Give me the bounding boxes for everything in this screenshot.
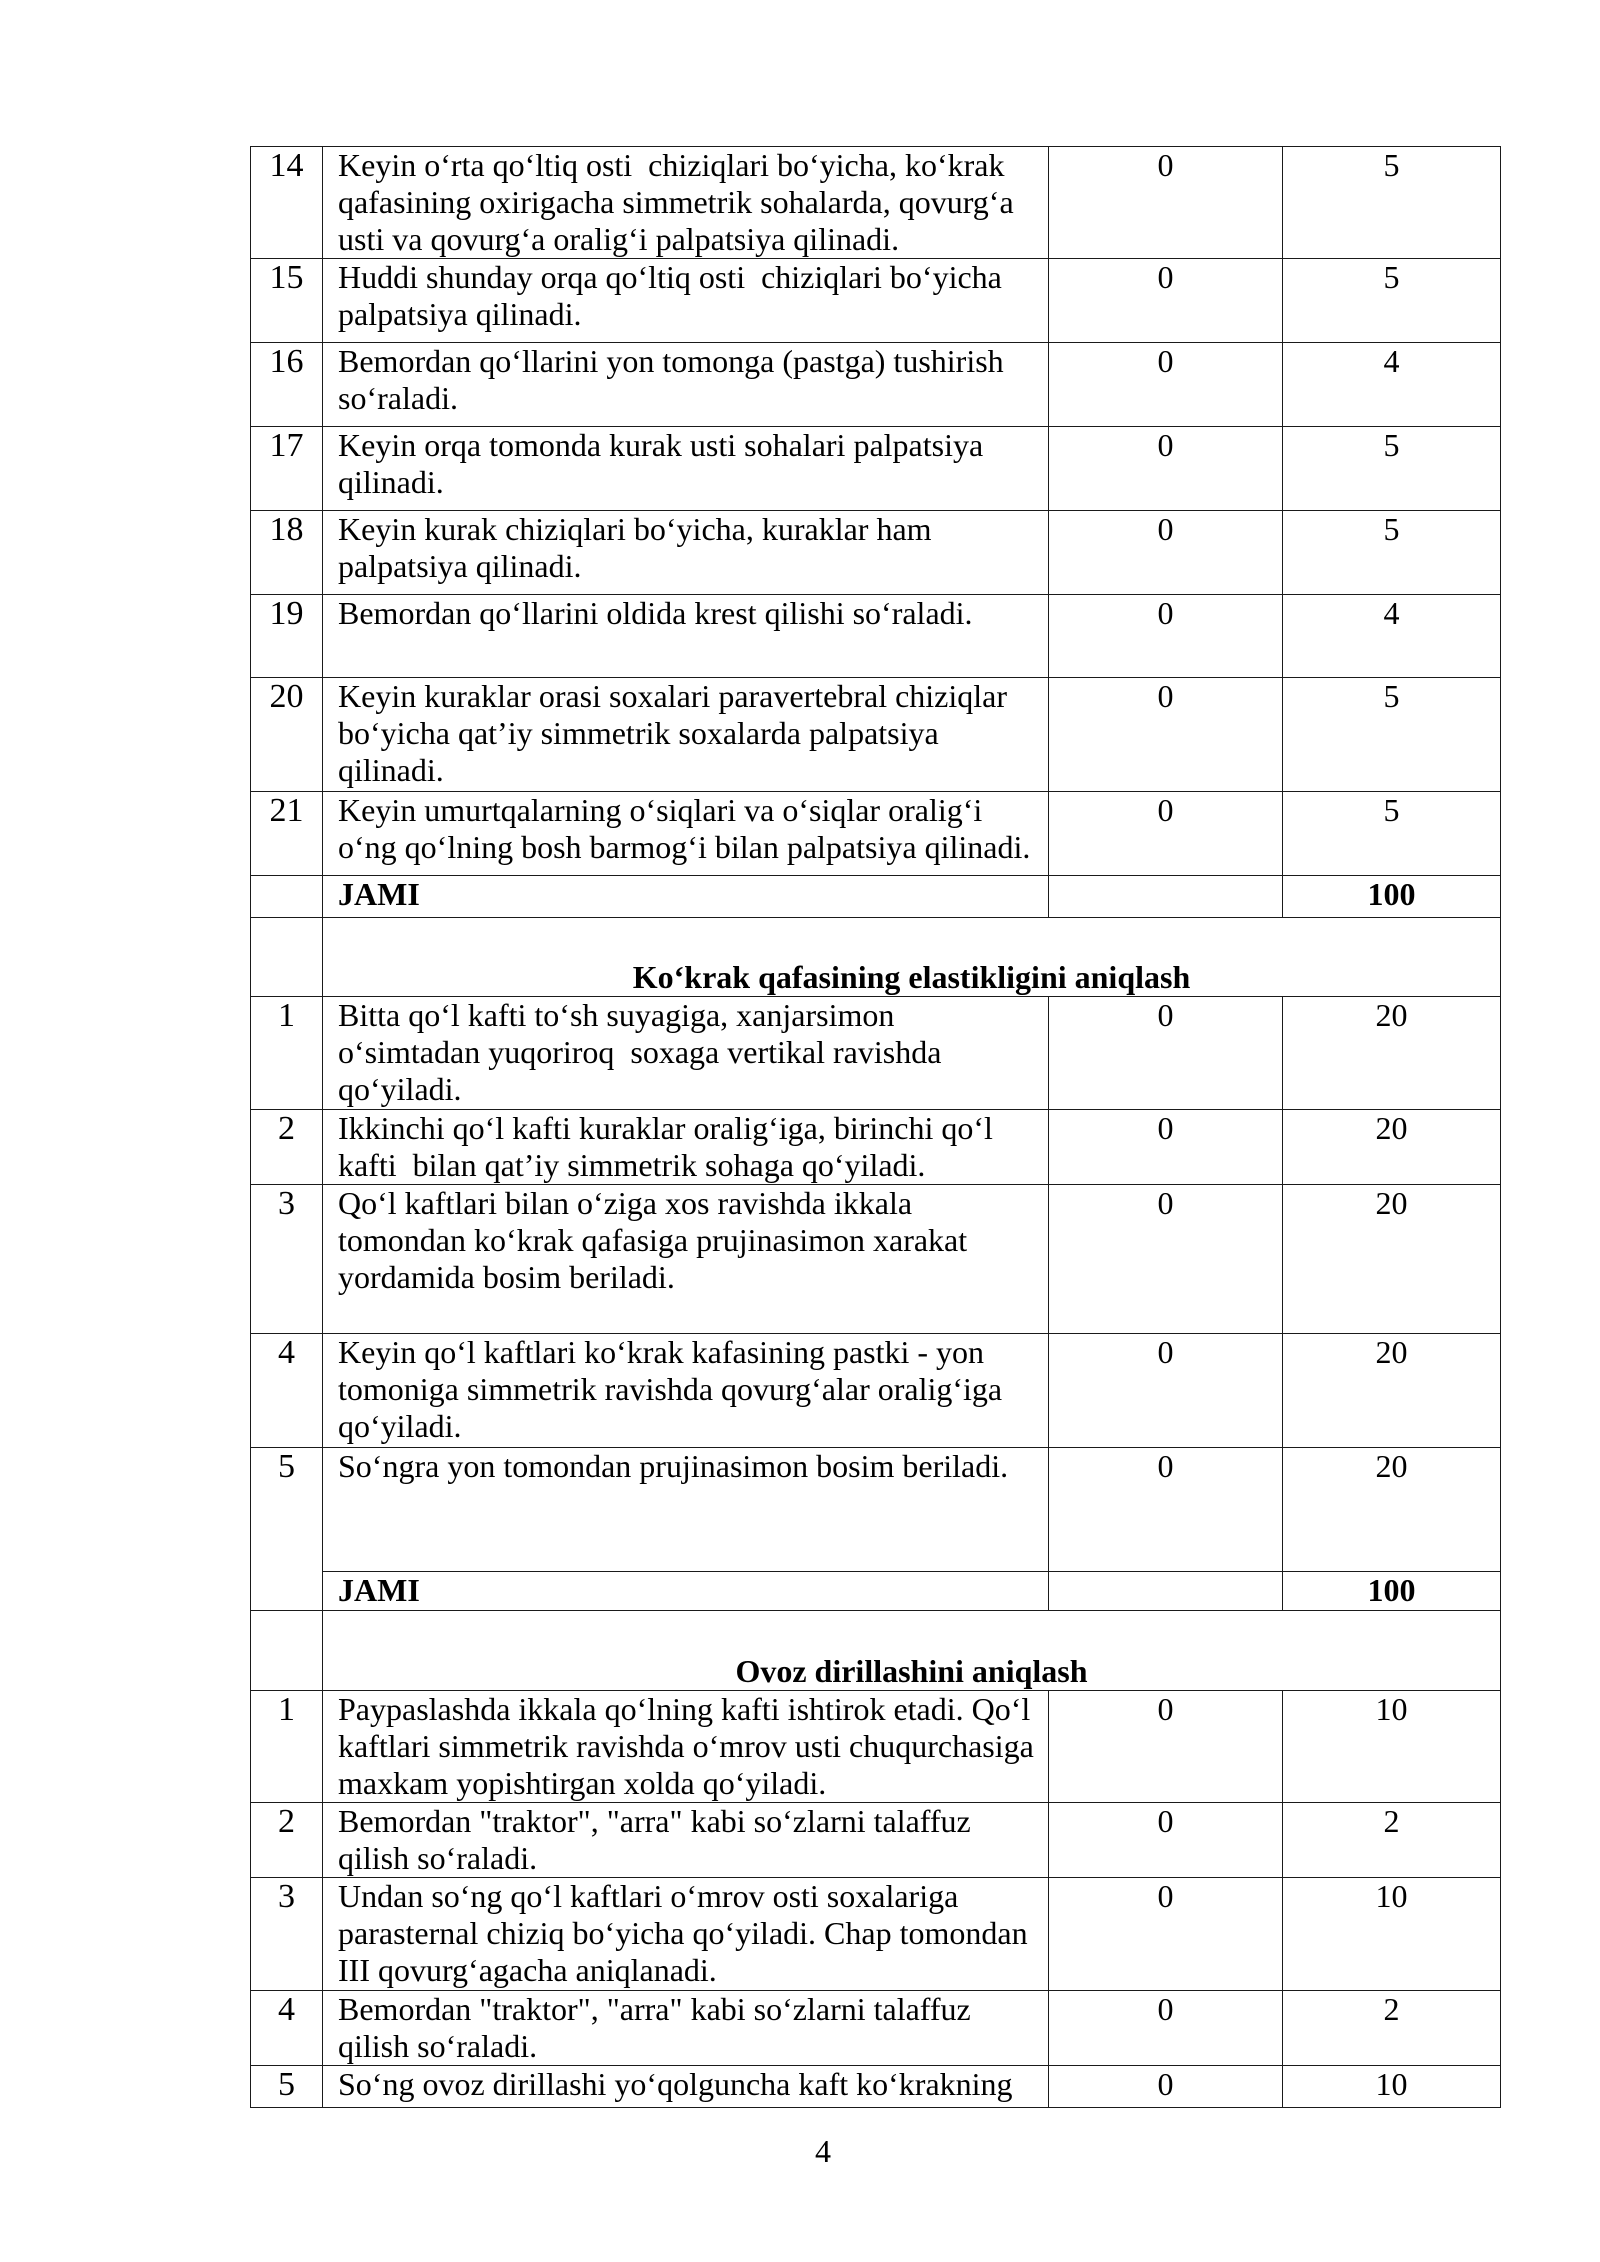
row-number: 2 <box>251 1803 323 1878</box>
step-description: Huddi shunday orqa qo‘ltiq osti chiziqlari bo‘yicha palpatsiya qilinadi. <box>323 259 1049 343</box>
total-value: 100 <box>1283 1572 1501 1611</box>
step-description: Keyin orqa tomonda kurak usti sohalari palpatsiya qilinadi. <box>323 427 1049 511</box>
score-max: 4 <box>1283 343 1501 427</box>
row-number: 4 <box>251 1991 323 2066</box>
score-min: 0 <box>1049 1691 1283 1803</box>
step-description: Keyin kurak chiziqlari bo‘yicha, kuraklar ham palpatsiya qilinadi. <box>323 511 1049 595</box>
score-min: 0 <box>1049 147 1283 259</box>
score-min: 0 <box>1049 678 1283 792</box>
score-max: 5 <box>1283 678 1501 792</box>
total-label: JAMI <box>323 1572 1049 1611</box>
table-row <box>251 1878 1501 1991</box>
table-row <box>251 1448 1501 1572</box>
score-max: 10 <box>1283 2066 1501 2108</box>
table-row <box>251 997 1501 1110</box>
score-min: 0 <box>1049 997 1283 1110</box>
score-max: 10 <box>1283 1878 1501 1991</box>
step-description: Keyin kuraklar orasi soxalari paravertebral chiziqlar bo‘yicha qat’iy simmetrik soxalarda palpatsiya qilinadi. <box>323 678 1049 792</box>
section-title: Ko‘krak qafasining elastikligini aniqlash <box>323 918 1501 997</box>
table-row <box>251 259 1501 343</box>
score-min: 0 <box>1049 792 1283 876</box>
score-max: 4 <box>1283 595 1501 678</box>
score-max: 2 <box>1283 1991 1501 2066</box>
table-row <box>251 427 1501 511</box>
table-row <box>251 2066 1501 2108</box>
empty-cell <box>1049 1572 1283 1611</box>
step-description: Keyin qo‘l kaftlari ko‘krak kafasining pastki - yon tomoniga simmetrik ravishda qovurg‘alar oralig‘iga qo‘yiladi. <box>323 1334 1049 1448</box>
total-row <box>251 1572 1501 1611</box>
step-description: Keyin umurtqalarning o‘siqlari va o‘siqlar oralig‘i o‘ng qo‘lning bosh barmog‘i bilan palpatsiya qilinadi. <box>323 792 1049 876</box>
row-number: 17 <box>251 427 323 511</box>
score-min: 0 <box>1049 427 1283 511</box>
total-value: 100 <box>1283 876 1501 918</box>
row-number: 19 <box>251 595 323 678</box>
score-min: 0 <box>1049 1991 1283 2066</box>
score-max: 5 <box>1283 427 1501 511</box>
step-description: Bemordan qo‘llarini yon tomonga (pastga) tushirish so‘raladi. <box>323 343 1049 427</box>
table-row <box>251 343 1501 427</box>
section-header-row <box>251 918 1501 997</box>
row-number: 15 <box>251 259 323 343</box>
score-max: 20 <box>1283 1185 1501 1334</box>
step-description: Bemordan "traktor", "arra" kabi so‘zlarni talaffuz qilish so‘raladi. <box>323 1803 1049 1878</box>
row-number: 1 <box>251 997 323 1110</box>
score-table <box>250 146 1501 2108</box>
table-row <box>251 1803 1501 1878</box>
row-number: 5 <box>251 1448 323 1611</box>
row-number: 1 <box>251 1691 323 1803</box>
score-min: 0 <box>1049 1334 1283 1448</box>
score-min: 0 <box>1049 595 1283 678</box>
empty-cell <box>251 918 323 997</box>
score-max: 20 <box>1283 1448 1501 1572</box>
table-row <box>251 147 1501 259</box>
empty-cell <box>251 876 323 918</box>
step-description: Bemordan qo‘llarini oldida krest qilishi so‘raladi. <box>323 595 1049 678</box>
table-row <box>251 595 1501 678</box>
total-row <box>251 876 1501 918</box>
section-header-row <box>251 1611 1501 1691</box>
step-description: Undan so‘ng qo‘l kaftlari o‘mrov osti soxalariga parasternal chiziq bo‘yicha qo‘yiladi. Chap tomondan III qovurg‘agacha aniqlanadi. <box>323 1878 1049 1991</box>
row-number: 2 <box>251 1110 323 1185</box>
score-max: 20 <box>1283 997 1501 1110</box>
page-number: 4 <box>815 2133 831 2169</box>
step-description: Ikkinchi qo‘l kafti kuraklar oralig‘iga, birinchi qo‘l kafti bilan qat’iy simmetrik sohaga qo‘yiladi. <box>323 1110 1049 1185</box>
score-min: 0 <box>1049 2066 1283 2108</box>
row-number: 16 <box>251 343 323 427</box>
table-row <box>251 1691 1501 1803</box>
score-min: 0 <box>1049 1803 1283 1878</box>
row-number: 18 <box>251 511 323 595</box>
row-number: 3 <box>251 1878 323 1991</box>
section-title: Ovoz dirillashini aniqlash <box>323 1611 1501 1691</box>
step-description: So‘ngra yon tomondan prujinasimon bosim beriladi. <box>323 1448 1049 1572</box>
score-min: 0 <box>1049 1878 1283 1991</box>
table-row <box>251 1110 1501 1185</box>
empty-cell <box>251 1611 323 1691</box>
table-row <box>251 792 1501 876</box>
score-max: 5 <box>1283 259 1501 343</box>
score-max: 5 <box>1283 511 1501 595</box>
table-row <box>251 511 1501 595</box>
row-number: 20 <box>251 678 323 792</box>
score-min: 0 <box>1049 1185 1283 1334</box>
score-max: 20 <box>1283 1110 1501 1185</box>
score-min: 0 <box>1049 1448 1283 1572</box>
score-min: 0 <box>1049 511 1283 595</box>
step-description: Keyin o‘rta qo‘ltiq osti chiziqlari bo‘yicha, ko‘krak qafasining oxirigacha simmetrik sohalarda, qovurg‘a usti va qovurg‘a oralig‘i palpatsiya qilinadi. <box>323 147 1049 259</box>
score-max: 10 <box>1283 1691 1501 1803</box>
empty-cell <box>1049 876 1283 918</box>
step-description: So‘ng ovoz dirillashi yo‘qolguncha kaft ko‘krakning <box>323 2066 1049 2108</box>
row-number: 5 <box>251 2066 323 2108</box>
score-max: 5 <box>1283 792 1501 876</box>
step-description: Qo‘l kaftlari bilan o‘ziga xos ravishda ikkala tomondan ko‘krak qafasiga prujinasimon xarakat yordamida bosim beriladi. <box>323 1185 1049 1334</box>
row-number: 14 <box>251 147 323 259</box>
step-description: Paypaslashda ikkala qo‘lning kafti ishtirok etadi. Qo‘l kaftlari simmetrik ravishda o‘mrov usti chuqurchasiga maxkam yopishtirgan xolda qo‘yiladi. <box>323 1691 1049 1803</box>
step-description: Bitta qo‘l kafti to‘sh suyagiga, xanjarsimon o‘simtadan yuqoriroq soxaga vertikal ravishda qo‘yiladi. <box>323 997 1049 1110</box>
table-row <box>251 1991 1501 2066</box>
row-number: 4 <box>251 1334 323 1448</box>
score-max: 5 <box>1283 147 1501 259</box>
table-row <box>251 1334 1501 1448</box>
table-row <box>251 678 1501 792</box>
score-min: 0 <box>1049 259 1283 343</box>
step-description: Bemordan "traktor", "arra" kabi so‘zlarni talaffuz qilish so‘raladi. <box>323 1991 1049 2066</box>
score-max: 2 <box>1283 1803 1501 1878</box>
total-label: JAMI <box>323 876 1049 918</box>
score-max: 20 <box>1283 1334 1501 1448</box>
row-number: 21 <box>251 792 323 876</box>
row-number: 3 <box>251 1185 323 1334</box>
table-row <box>251 1185 1501 1334</box>
score-min: 0 <box>1049 343 1283 427</box>
score-min: 0 <box>1049 1110 1283 1185</box>
